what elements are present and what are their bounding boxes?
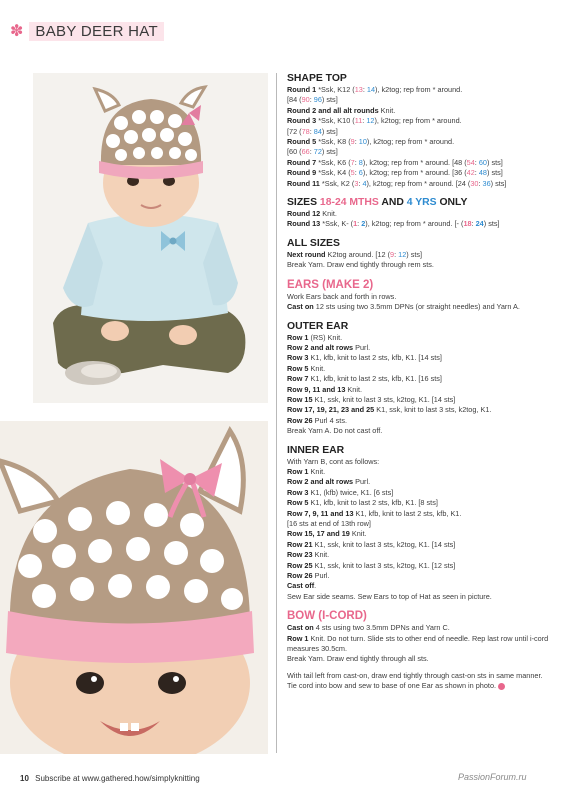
page-number: 10	[20, 774, 29, 783]
outer-ear-row: Row 1 (RS) Knit.	[287, 332, 343, 342]
bow-finishing: With tail left from cast-on, draw end tightly through cast-on sts in same manner. Tie cord into bow and sew to base of one Ear as shown in photo.	[287, 670, 543, 691]
round-5-count: [60 (66: 72) sts]	[287, 147, 338, 157]
column-divider	[276, 73, 277, 753]
page-title: BABY DEER HAT	[29, 22, 164, 41]
break-yarn: Break Yarn. Draw end tightly through rem sts.	[287, 260, 434, 270]
section-header	[10, 20, 164, 42]
ears-intro: Work Ears back and forth in rows.	[287, 291, 397, 301]
inner-ear-row: Row 7, 9, 11 and 13 K1, kfb, knit to last 2 sts, kfb, K1.	[287, 508, 462, 518]
baby-closeup-photo	[0, 421, 268, 754]
bow-cast-on: Cast on 4 sts using two 3.5mm DPNs and Yarn C.	[287, 623, 450, 633]
round-1: Round 1 *Ssk, K12 (13: 14), k2tog; rep from * around.	[287, 85, 463, 94]
outer-ear-section	[287, 320, 552, 437]
bow-section	[287, 609, 552, 691]
page-footer	[20, 774, 200, 783]
outer-ear-row: Row 17, 19, 21, 23 and 25 K1, ssk, knit to last 3 sts, k2tog, K1.	[287, 405, 492, 415]
round-12: Round 12 Knit.	[287, 209, 337, 219]
all-sizes-section	[287, 237, 552, 271]
sizes-heading: SIZES 18-24 MTHS AND 4 YRS ONLY	[287, 197, 468, 209]
round-3: Round 3 *Ssk, K10 (11: 12), k2tog; rep from * around.	[287, 116, 462, 126]
inner-ear-row: Row 21 K1, ssk, knit to last 3 sts, k2tog, K1. [14 sts]	[287, 539, 456, 549]
inner-ear-row: Row 15, 17 and 19 Knit.	[287, 529, 367, 539]
inner-ear-row: Row 5 K1, kfb, knit to last 2 sts, kfb, K1. [8 sts]	[287, 498, 438, 508]
ears-heading: EARS (MAKE 2)	[287, 278, 374, 291]
inner-ear-row: Sew Ear side seams. Sew Ears to top of Hat as seen in picture.	[287, 591, 492, 601]
flower-icon: ✽	[10, 23, 24, 40]
bow-break-yarn: Break Yarn. Draw end tightly through all sts.	[287, 654, 429, 664]
bow-heading: BOW (I-CORD)	[287, 610, 367, 623]
inner-ear-row: Row 25 K1, ssk, knit to last 3 sts, k2tog, K1. [12 sts]	[287, 560, 456, 570]
pattern-column	[287, 72, 552, 699]
all-sizes-heading: ALL SIZES	[287, 237, 340, 249]
inner-ear-row: Row 2 and alt rows Purl.	[287, 477, 371, 487]
round-1-count: [84 (90: 96) sts]	[287, 95, 338, 105]
outer-ear-row: Break Yarn A. Do not cast off.	[287, 426, 383, 436]
inner-ear-heading: INNER EAR	[287, 444, 345, 456]
inner-ear-row: Row 1 Knit.	[287, 466, 326, 476]
ears-section	[287, 278, 552, 313]
ears-cast-on: Cast on 12 sts using two 3.5mm DPNs (or straight needles) and Yarn A.	[287, 302, 520, 312]
inner-ear-row: Row 3 K1, (kfb) twice, K1. [6 sts]	[287, 487, 394, 497]
outer-ear-row: Row 9, 11 and 13 Knit.	[287, 384, 363, 394]
shape-top-heading: SHAPE TOP	[287, 73, 347, 84]
outer-ear-row: Row 26 Purl 4 sts.	[287, 415, 348, 425]
end-mark-icon	[498, 683, 505, 690]
outer-ear-row: Row 2 and alt rows Purl.	[287, 342, 371, 352]
next-round: Next round K2tog around. [12 (9: 12) sts]	[287, 249, 423, 259]
inner-ear-row: Cast off.	[287, 581, 317, 591]
inner-ear-section	[287, 444, 552, 603]
round-11: Round 11 *Ssk, K2 (3: 4), k2tog; rep from * around. [24 (30: 36) sts]	[287, 178, 507, 188]
inner-ear-row: Row 23 Knit.	[287, 550, 330, 560]
round-7: Round 7 *Ssk, K6 (7: 8), k2tog; rep from * around. [48 (54: 60) sts]	[287, 157, 503, 167]
outer-ear-row: Row 3 K1, kfb, knit to last 2 sts, kfb, K1. [14 sts]	[287, 353, 442, 363]
round-9: Round 9 *Ssk, K4 (5: 6), k2tog; rep from * around. [36 (42: 48) sts]	[287, 168, 503, 178]
outer-ear-row: Row 7 K1, kfb, knit to last 2 sts, kfb, K1. [16 sts]	[287, 374, 442, 384]
bow-row-1: Row 1 Knit. Do not turn. Slide sts to other end of needle. Rep last row until i-cord measures 30.5cm.	[287, 633, 549, 654]
round-3-count: [72 (78: 84) sts]	[287, 126, 338, 136]
shape-top-section	[287, 72, 552, 189]
round-5: Round 5 *Ssk, K8 (9: 10), k2tog; rep from * around.	[287, 137, 455, 147]
round-13: Round 13 *Ssk, K- (1: 2), k2tog; rep from * around. [- (18: 24) sts]	[287, 219, 500, 229]
baby-sitting-photo	[33, 73, 268, 403]
outer-ear-heading: OUTER EAR	[287, 320, 349, 332]
inner-ear-row: [16 sts at end of 13th row]	[287, 519, 371, 528]
outer-ear-row: Row 15 K1, ssk, knit to last 3 sts, k2tog, K1. [14 sts]	[287, 394, 456, 404]
outer-ear-row: Row 5 Knit.	[287, 363, 326, 373]
sizes-section	[287, 196, 552, 230]
watermark: PassionForum.ru	[458, 772, 527, 782]
inner-ear-row: With Yarn B, cont as follows:	[287, 456, 380, 466]
round-2: Round 2 and all alt rounds Knit.	[287, 105, 396, 115]
inner-ear-row: Row 26 Purl.	[287, 571, 330, 581]
subscribe-link[interactable]: Subscribe at www.gathered.how/simplyknitting	[35, 774, 200, 783]
